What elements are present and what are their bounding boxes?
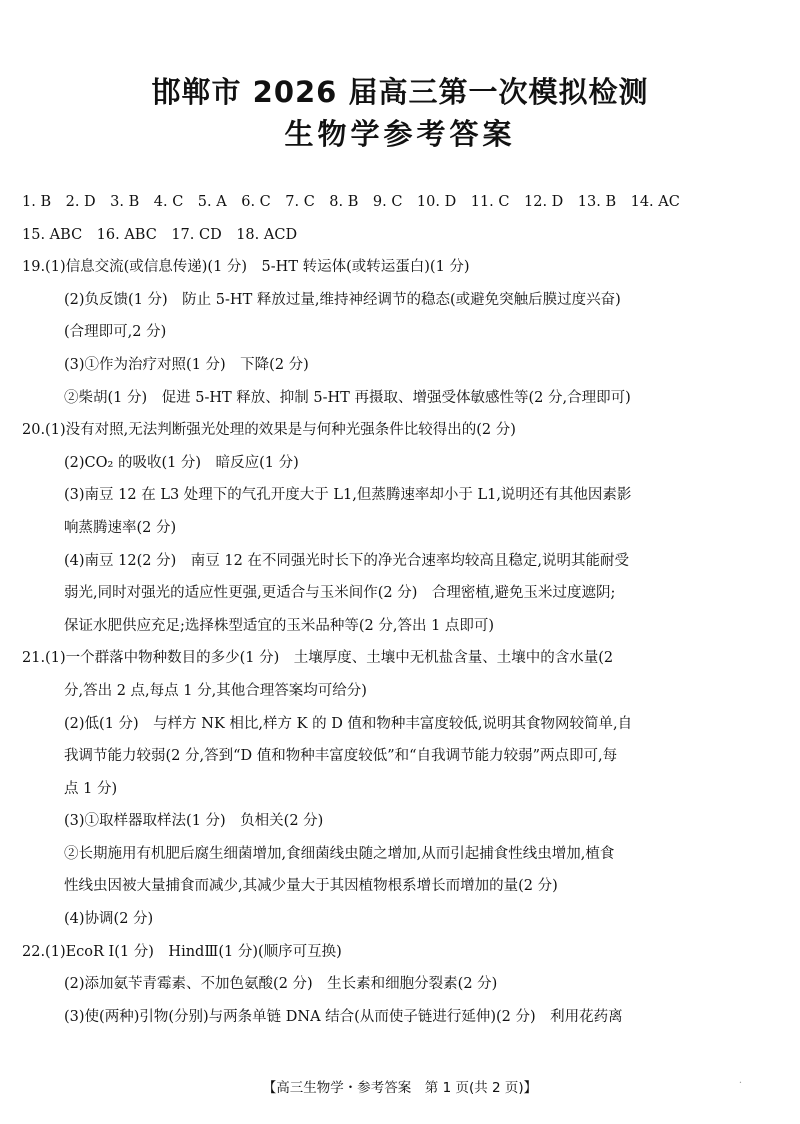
answer-line: ②柴胡(1 分) 促进 5-HT 释放、抑制 5-HT 再摄取、增强受体敏感性等(2 分,合理即可) <box>64 389 631 406</box>
answer-line: (合理即可,2 分) <box>64 324 167 341</box>
answer-line: 19.(1)信息交流(或信息传递)(1 分) 5-HT 转运体(或转运蛋白)(1 分) <box>22 259 470 276</box>
corner-mark: · <box>738 1078 742 1089</box>
answer-line: 弱光,同时对强光的适应性更强,更适合与玉米间作(2 分) 合理密植,避免玉米过度遮阴; <box>64 585 616 602</box>
answer-line: (2)低(1 分) 与样方 NK 相比,样方 K 的 D 值和物种丰富度较低,说明其食物网较简单,自 <box>64 715 633 732</box>
answer-line: 响蒸腾速率(2 分) <box>64 519 177 536</box>
exam-title: 邯郸市 2026 届高三第一次模拟检测 <box>151 75 649 109</box>
answer-line: ②长期施用有机肥后腐生细菌增加,食细菌线虫随之增加,从而引起捕食性线虫增加,植食 <box>64 845 615 862</box>
answer-line: 分,答出 2 点,每点 1 分,其他合理答案均可给分) <box>64 682 367 699</box>
answer-line: (3)使(两种)引物(分别)与两条单链 DNA 结合(从而使子链进行延伸)(2 分) 利用花药离 <box>64 1008 623 1025</box>
answer-line: 点 1 分) <box>64 780 118 797</box>
answer-line: (2)CO₂ 的吸收(1 分) 暗反应(1 分) <box>64 454 299 471</box>
answer-line: 22.(1)EcoR Ⅰ(1 分) HindⅢ(1 分)(顺序可互换) <box>22 943 342 960</box>
answer-line: 15. ABC 16. ABC 17. CD 18. ACD <box>22 226 298 243</box>
answer-body <box>22 186 778 1033</box>
page-footer: 【高三生物学・参考答案 第 1 页(共 2 页)】 <box>262 1080 538 1096</box>
answer-line: (4)南豆 12(2 分) 南豆 12 在不同强光时长下的净光合速率均较高且稳定,说明其能耐受 <box>64 552 630 569</box>
answer-line: 性线虫因被大量捕食而减少,其减少量大于其因植物根系增长而增加的量(2 分) <box>64 878 558 895</box>
answer-line: (3)南豆 12 在 L3 处理下的气孔开度大于 L1,但蒸腾速率却小于 L1,说明还有其他因素影 <box>64 487 632 504</box>
answer-line: 保证水肥供应充足;选择株型适宜的玉米品种等(2 分,答出 1 点即可) <box>64 617 495 634</box>
answer-line: 21.(1)一个群落中物种数目的多少(1 分) 土壤厚度、土壤中无机盐含量、土壤中的含水量(2 <box>22 650 614 667</box>
answer-line: (2)添加氨苄青霉素、不加色氨酸(2 分) 生长素和细胞分裂素(2 分) <box>64 976 498 993</box>
answer-line: (3)①取样器取样法(1 分) 负相关(2 分) <box>64 813 324 830</box>
answer-subtitle: 生物学参考答案 <box>284 117 516 151</box>
answer-line: (4)协调(2 分) <box>64 911 154 928</box>
answer-line: 我调节能力较弱(2 分,答到“D 值和物种丰富度较低”和“自我调节能力较弱”两点即可,每 <box>64 748 618 765</box>
answer-line: 20.(1)没有对照,无法判断强光处理的效果是与何种光强条件比较得出的(2 分) <box>22 422 516 439</box>
answer-line: 1. B 2. D 3. B 4. C 5. A 6. C 7. C 8. B 9. C 10. D 11. C 12. D 13. B 14. AC <box>22 194 680 210</box>
answer-line: (3)①作为治疗对照(1 分) 下降(2 分) <box>64 356 309 373</box>
answer-line: (2)负反馈(1 分) 防止 5-HT 释放过量,维持神经调节的稳态(或避免突触后膜过度兴奋) <box>64 291 621 308</box>
